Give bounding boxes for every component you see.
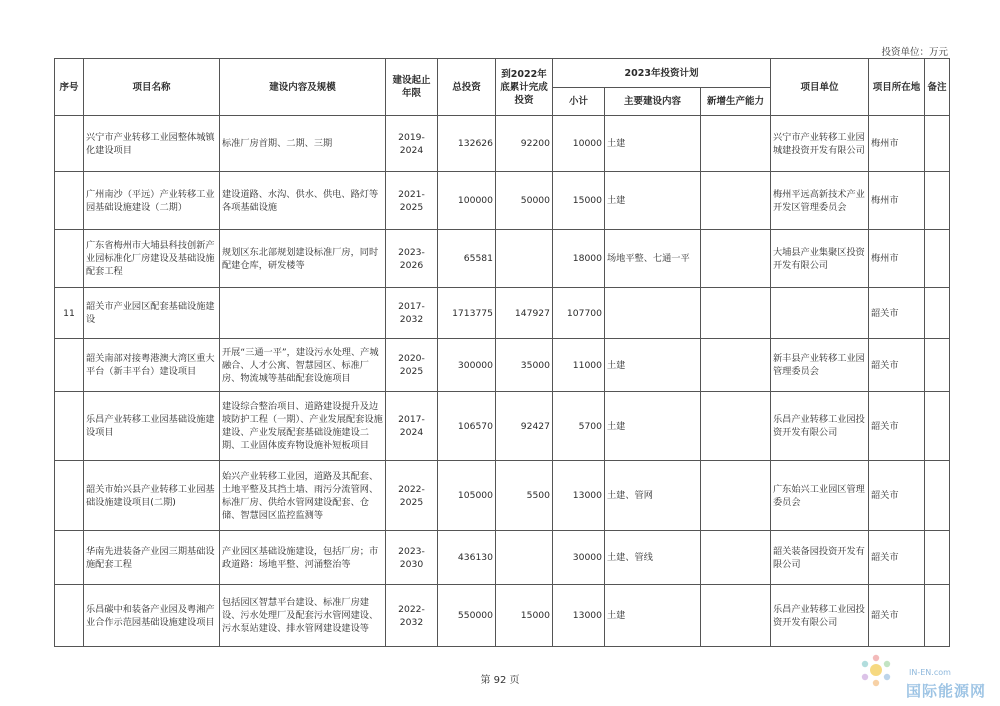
row-completed-investment: 92427 [496, 392, 553, 461]
header-total-investment: 总投资 [438, 59, 496, 116]
table-row [55, 585, 950, 647]
row-location: 韶关市 [869, 461, 925, 531]
header-main-content: 主要建设内容 [605, 88, 701, 116]
row-remark [925, 230, 950, 288]
row-years: 2022-2025 [386, 461, 438, 531]
header-remark: 备注 [925, 59, 950, 116]
row-years: 2021-2025 [386, 172, 438, 230]
row-years: 2022-2032 [386, 585, 438, 647]
row-seq [55, 585, 84, 647]
row-location: 韶关市 [869, 392, 925, 461]
row-remark [925, 116, 950, 172]
row-subtotal: 30000 [553, 531, 605, 585]
row-seq [55, 116, 84, 172]
row-completed-investment: 147927 [496, 288, 553, 339]
row-project-unit: 乐昌产业转移工业园投资开发有限公司 [771, 392, 869, 461]
table-row [55, 339, 950, 392]
row-completed-investment: 92200 [496, 116, 553, 172]
row-content: 标准厂房首期、二期、三期 [220, 116, 386, 172]
row-years: 2023-2030 [386, 531, 438, 585]
row-project-name: 韶关市产业园区配套基础设施建设 [84, 288, 220, 339]
row-subtotal: 13000 [553, 461, 605, 531]
row-subtotal: 15000 [553, 172, 605, 230]
row-content: 产业园区基础设施建设，包括厂房；市政道路：场地平整、河涌整治等 [220, 531, 386, 585]
row-subtotal: 10000 [553, 116, 605, 172]
row-subtotal: 13000 [553, 585, 605, 647]
row-main-content: 场地平整、七通一平 [605, 230, 701, 288]
row-content: 包括园区智慧平台建设、标准厂房建设、污水处理厂及配套污水管网建设、污水泵站建设、排水管网建设建设等 [220, 585, 386, 647]
row-remark [925, 172, 950, 230]
header-subtotal: 小计 [553, 88, 605, 116]
row-new-capacity [701, 172, 771, 230]
header-years: 建设起止年限 [386, 59, 438, 116]
row-total-investment: 436130 [438, 531, 496, 585]
row-remark [925, 585, 950, 647]
header-completed-investment: 到2022年底累计完成投资 [496, 59, 553, 116]
header-project-unit: 项目单位 [771, 59, 869, 116]
row-remark [925, 531, 950, 585]
row-new-capacity [701, 288, 771, 339]
row-years: 2020-2025 [386, 339, 438, 392]
row-project-name: 乐昌碳中和装备产业园及粤湘产业合作示范园基础设施建设项目 [84, 585, 220, 647]
row-seq: 11 [55, 288, 84, 339]
row-new-capacity [701, 531, 771, 585]
row-content [220, 288, 386, 339]
header-content: 建设内容及规模 [220, 59, 386, 116]
row-completed-investment [496, 230, 553, 288]
table-row [55, 461, 950, 531]
row-main-content: 土建 [605, 585, 701, 647]
in-en-logo-icon [858, 652, 894, 688]
row-project-name: 华南先进装备产业园三期基础设施配套工程 [84, 531, 220, 585]
row-years: 2017-2024 [386, 392, 438, 461]
row-main-content: 土建 [605, 392, 701, 461]
table-row [55, 288, 950, 339]
page-number: 第 92 页 [480, 675, 520, 686]
row-completed-investment: 35000 [496, 339, 553, 392]
watermark-brand: 国际能源网 [906, 682, 987, 700]
table-row [55, 116, 950, 172]
header-project-name: 项目名称 [84, 59, 220, 116]
row-content: 建设道路、水沟、供水、供电、路灯等各项基础设施 [220, 172, 386, 230]
row-main-content: 土建、管线 [605, 531, 701, 585]
row-content: 始兴产业转移工业园，道路及其配套、土地平整及其挡土墙、雨污分流管网、标准厂房、供给水管网建设配套、仓储、智慧园区监控监测等 [220, 461, 386, 531]
row-total-investment: 550000 [438, 585, 496, 647]
row-total-investment: 300000 [438, 339, 496, 392]
row-total-investment: 1713775 [438, 288, 496, 339]
row-location: 韶关市 [869, 585, 925, 647]
table-row [55, 230, 950, 288]
row-project-unit: 韶关装备园投资开发有限公司 [771, 531, 869, 585]
row-project-unit: 兴宁市产业转移工业园城建投资开发有限公司 [771, 116, 869, 172]
table-row [55, 531, 950, 585]
row-content: 规划区东北部规划建设标准厂房，同时配建仓库，研发楼等 [220, 230, 386, 288]
row-project-unit: 广东始兴工业园区管理委员会 [771, 461, 869, 531]
row-seq [55, 230, 84, 288]
row-remark [925, 339, 950, 392]
row-total-investment: 106570 [438, 392, 496, 461]
row-total-investment: 105000 [438, 461, 496, 531]
row-seq [55, 392, 84, 461]
row-seq [55, 531, 84, 585]
row-new-capacity [701, 339, 771, 392]
row-project-unit: 新丰县产业转移工业园管理委员会 [771, 339, 869, 392]
table-body [55, 116, 950, 647]
table-row [55, 172, 950, 230]
row-project-name: 兴宁市产业转移工业园整体城镇化建设项目 [84, 116, 220, 172]
row-new-capacity [701, 461, 771, 531]
row-project-unit [771, 288, 869, 339]
row-seq [55, 339, 84, 392]
row-remark [925, 288, 950, 339]
watermark-site: IN-EN.com [909, 668, 951, 677]
row-remark [925, 461, 950, 531]
row-new-capacity [701, 116, 771, 172]
header-new-capacity: 新增生产能力 [701, 88, 771, 116]
row-main-content: 土建、管网 [605, 461, 701, 531]
investment-plan-table [54, 58, 950, 647]
row-main-content: 土建 [605, 172, 701, 230]
row-location: 韶关市 [869, 288, 925, 339]
row-years: 2023-2026 [386, 230, 438, 288]
row-new-capacity [701, 230, 771, 288]
row-new-capacity [701, 585, 771, 647]
header-2023-plan: 2023年投资计划 [553, 59, 771, 88]
row-years: 2019-2024 [386, 116, 438, 172]
investment-unit-note: 投资单位：万元 [881, 47, 948, 58]
row-project-unit: 乐昌产业转移工业园投资开发有限公司 [771, 585, 869, 647]
row-project-name: 韶关市始兴县产业转移工业园基础设施建设项目(二期) [84, 461, 220, 531]
table-row [55, 392, 950, 461]
row-total-investment: 132626 [438, 116, 496, 172]
row-location: 梅州市 [869, 116, 925, 172]
row-project-unit: 大埔县产业集聚区投资开发有限公司 [771, 230, 869, 288]
row-completed-investment: 5500 [496, 461, 553, 531]
row-location: 韶关市 [869, 531, 925, 585]
header-seq: 序号 [55, 59, 84, 116]
row-total-investment: 100000 [438, 172, 496, 230]
row-location: 韶关市 [869, 339, 925, 392]
row-seq [55, 172, 84, 230]
row-project-name: 韶关南部对接粤港澳大湾区重大平台（新丰平台）建设项目 [84, 339, 220, 392]
row-content: 建设综合整治项目、道路建设提升及边坡防护工程（一期）、产业发展配套设施建设、产业发展配套基础设施建设二期、工业固体废弃物设施补短板项目 [220, 392, 386, 461]
row-content: 开展“三通一平”，建设污水处理、产城融合、人才公寓、智慧园区、标准厂房、物流城等基础配套设施项目 [220, 339, 386, 392]
row-completed-investment: 15000 [496, 585, 553, 647]
row-project-unit: 梅州平远高新技术产业开发区管理委员会 [771, 172, 869, 230]
row-new-capacity [701, 392, 771, 461]
row-subtotal: 5700 [553, 392, 605, 461]
row-location: 梅州市 [869, 230, 925, 288]
row-subtotal: 18000 [553, 230, 605, 288]
row-project-name: 广东省梅州市大埔县科技创新产业园标准化厂房建设及基础设施配套工程 [84, 230, 220, 288]
row-main-content: 土建 [605, 339, 701, 392]
row-main-content: 土建 [605, 116, 701, 172]
row-remark [925, 392, 950, 461]
row-years: 2017-2032 [386, 288, 438, 339]
row-main-content [605, 288, 701, 339]
row-project-name: 乐昌产业转移工业园基础设施建设项目 [84, 392, 220, 461]
row-completed-investment: 50000 [496, 172, 553, 230]
row-project-name: 广州南沙（平远）产业转移工业园基础设施建设（二期） [84, 172, 220, 230]
row-total-investment: 65581 [438, 230, 496, 288]
row-seq [55, 461, 84, 531]
header-location: 项目所在地 [869, 59, 925, 116]
row-subtotal: 107700 [553, 288, 605, 339]
row-subtotal: 11000 [553, 339, 605, 392]
row-location: 梅州市 [869, 172, 925, 230]
row-completed-investment [496, 531, 553, 585]
